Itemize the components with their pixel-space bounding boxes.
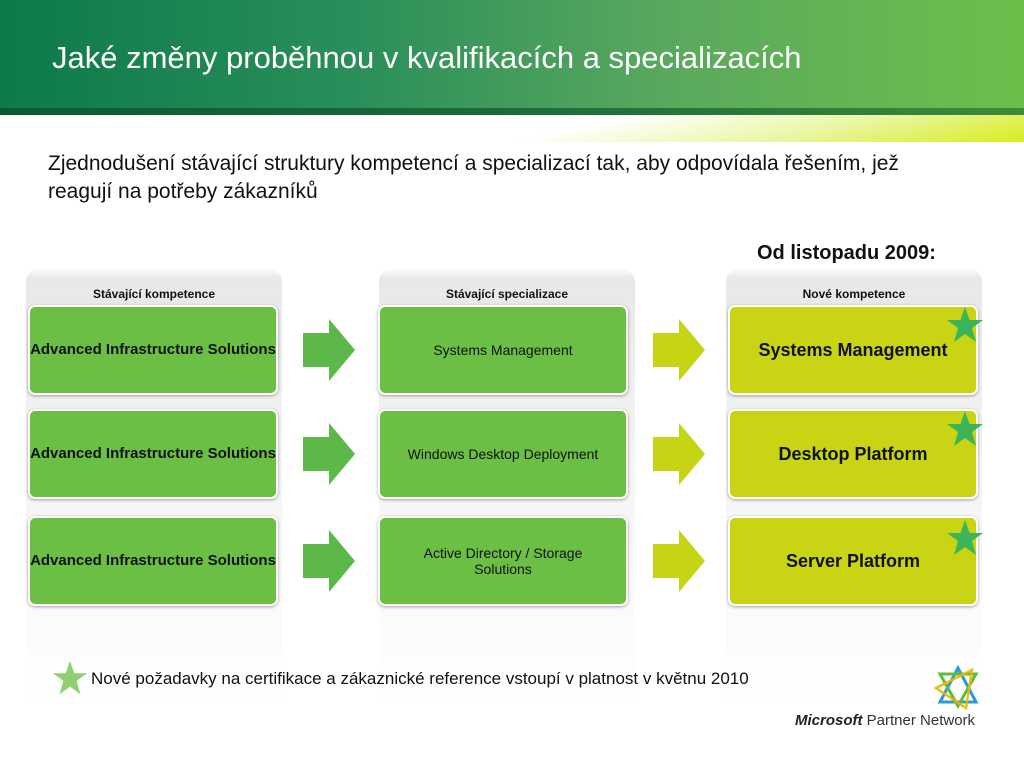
arrow-right-icon: [303, 530, 357, 592]
specialization-box: [378, 516, 628, 606]
competency-box: [28, 516, 278, 606]
new-competency-label: Systems Management: [758, 339, 948, 360]
date-label: Od listopadu 2009:: [757, 242, 936, 264]
new-competency-box: [728, 409, 978, 499]
panel-header: Nové kompetence: [802, 287, 906, 301]
logo-brand: Microsoft: [795, 712, 863, 729]
arrow-right-icon: [303, 319, 357, 381]
slide-title: Jaké změny proběhnou v kvalifikacích a specializacích: [52, 40, 802, 75]
specialization-label: Windows Desktop Deployment: [407, 446, 599, 462]
competency-box: [28, 305, 278, 395]
competency-label: Advanced Infrastructure Solutions: [30, 445, 276, 462]
title-bar: [0, 0, 1024, 112]
star-icon: [945, 410, 985, 450]
new-competency-label: Desktop Platform: [778, 443, 928, 464]
star-icon: [945, 519, 985, 559]
partner-network-wordmark: [795, 712, 975, 729]
panel-header: Stávající specializace: [445, 287, 569, 301]
partner-network-logo-icon: [932, 664, 984, 710]
arrow-right-icon: [653, 530, 707, 592]
star-icon: [51, 660, 89, 698]
specialization-box: [378, 409, 628, 499]
competency-box: [28, 409, 278, 499]
slide-subtitle: Zjednodušení stávající struktury kompetencí a specializací tak, aby odpovídala řešením, jež reagují na potřeby zákazníků: [48, 152, 899, 203]
star-icon: [945, 306, 985, 346]
panel-header: Stávající kompetence: [92, 287, 216, 301]
new-competency-label: Server Platform: [785, 550, 921, 571]
new-competency-box: [728, 305, 978, 395]
arrow-right-icon: [303, 423, 357, 485]
specialization-box: [378, 305, 628, 395]
competency-label: Advanced Infrastructure Solutions: [30, 552, 276, 569]
competency-label: Advanced Infrastructure Solutions: [30, 341, 276, 358]
specialization-label: Systems Management: [433, 342, 573, 358]
footnote-text: Nové požadavky na certifikace a zákaznické reference vstoupí v platnost v květnu 2010: [91, 669, 749, 688]
logo-product: Partner Network: [866, 712, 976, 729]
arrow-right-icon: [653, 319, 707, 381]
specialization-label: Active Directory / Storage Solutions: [423, 545, 583, 577]
title-divider: [0, 108, 1024, 115]
new-competency-box: [728, 516, 978, 606]
title-accent-band: [0, 115, 1024, 142]
arrow-right-icon: [653, 423, 707, 485]
